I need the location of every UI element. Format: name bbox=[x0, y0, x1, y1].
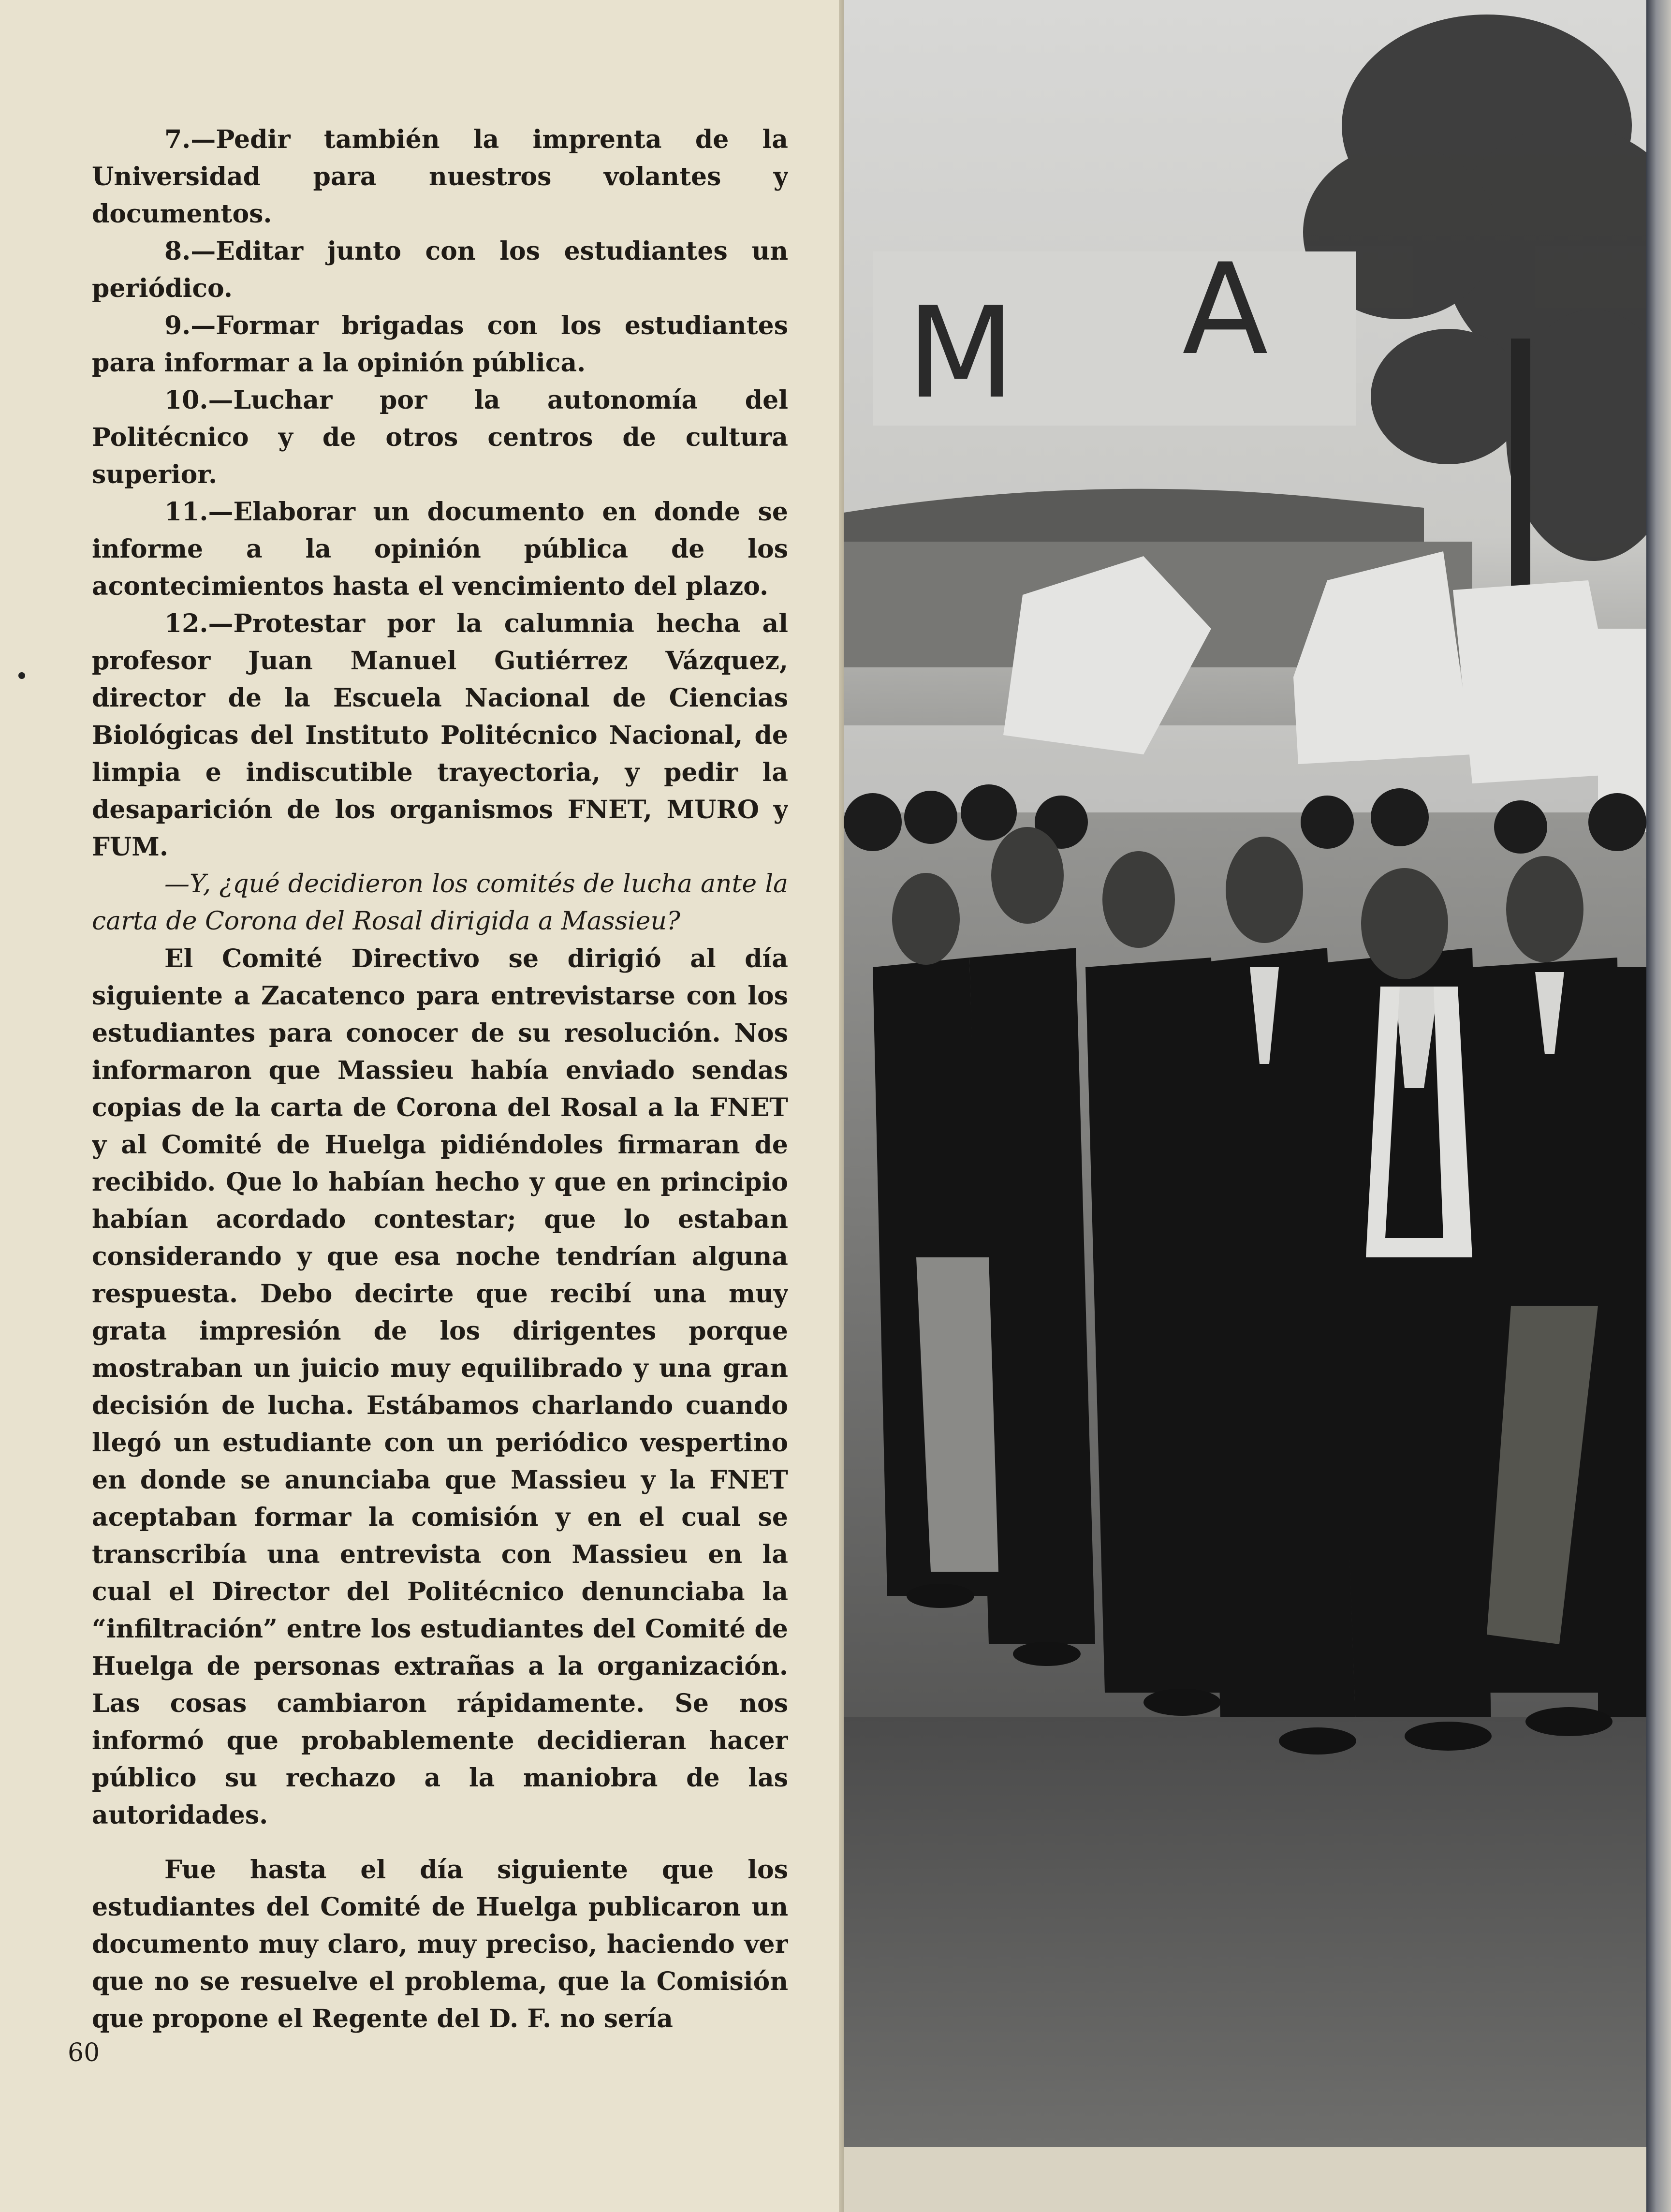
list-item: 7.—Pedir también la imprenta de la Universidad para nuestros volantes y documentos. bbox=[92, 125, 788, 229]
margin-dot bbox=[18, 672, 25, 679]
interview-question: —Y, ¿qué decidieron los comités de lucha ante la carta de Corona del Rosal dirigida a Massieu? bbox=[92, 870, 788, 936]
march-photograph bbox=[844, 0, 1646, 2147]
list-item: 12.—Protestar por la calumnia hecha al profesor Juan Manuel Gutiérrez Vázquez, director de la Escuela Nacional de Ciencias Biológicas del Instituto Politécnico Nacional, de limpia e indiscutible trayectoria, y pedir la desaparición de los organismos FNET, MURO y FUM. bbox=[92, 609, 788, 862]
next-page-edge bbox=[1646, 0, 1671, 2212]
answer-paragraph: El Comité Directivo se dirigió al día siguiente a Zacatenco para entrevistarse con los estudiantes para conocer de su resolución. Nos informaron que Massieu había enviado sendas copias de la carta de Corona del Rosal a la FNET y al Comité de Huelga pidiéndoles firmaran de recibido. Que lo habían hecho y que en principio habían acordado contestar; que lo estaban considerando y que esa noche tendrían alguna respuesta. Debo decirte que recibí una muy grata impresión de los dirigentes porque mostraban un juicio muy equilibrado y una gran decisión de lucha. Estábamos charlando cuando llegó un estudiante con un periódico vespertino en donde se anunciaba que Massieu y la FNET aceptaban formar la comisión y en el cual se transcribía una entrevista con Massieu en la cual el Director del Politécnico denunciaba la “infiltración” entre los estudiantes del Comité de Huelga de personas extrañas a la organización. Las cosas cambiaron rápidamente. Se nos informó que probablemente decidieran hacer público su rechazo a la maniobra de las autoridades. bbox=[92, 944, 788, 1830]
article-text-column bbox=[92, 121, 788, 2084]
photo-illustration bbox=[844, 0, 1646, 2147]
list-item: 11.—Elaborar un documento en donde se informe a la opinión pública de los acontecimientos hasta el vencimiento del plazo. bbox=[92, 497, 788, 601]
banner-letter: M bbox=[907, 280, 1015, 427]
page-number: 60 bbox=[68, 2038, 100, 2067]
answer-paragraph: Fue hasta el día siguiente que los estudiantes del Comité de Huelga publicaron un documento muy claro, muy preciso, haciendo ver que no se resuelve el problema, que la Comisión que propone el Regente del D. F. no sería bbox=[92, 1855, 788, 2034]
list-item: 8.—Editar junto con los estudiantes un periódico. bbox=[92, 236, 788, 303]
list-item: 10.—Luchar por la autonomía del Politécnico y de otros centros de cultura superior. bbox=[92, 385, 788, 489]
list-item: 9.—Formar brigadas con los estudiantes para informar a la opinión pública. bbox=[92, 311, 788, 378]
banner-letter: A bbox=[1182, 237, 1268, 383]
page-margin-bottom bbox=[844, 2147, 1646, 2212]
page-gutter bbox=[839, 0, 844, 2212]
